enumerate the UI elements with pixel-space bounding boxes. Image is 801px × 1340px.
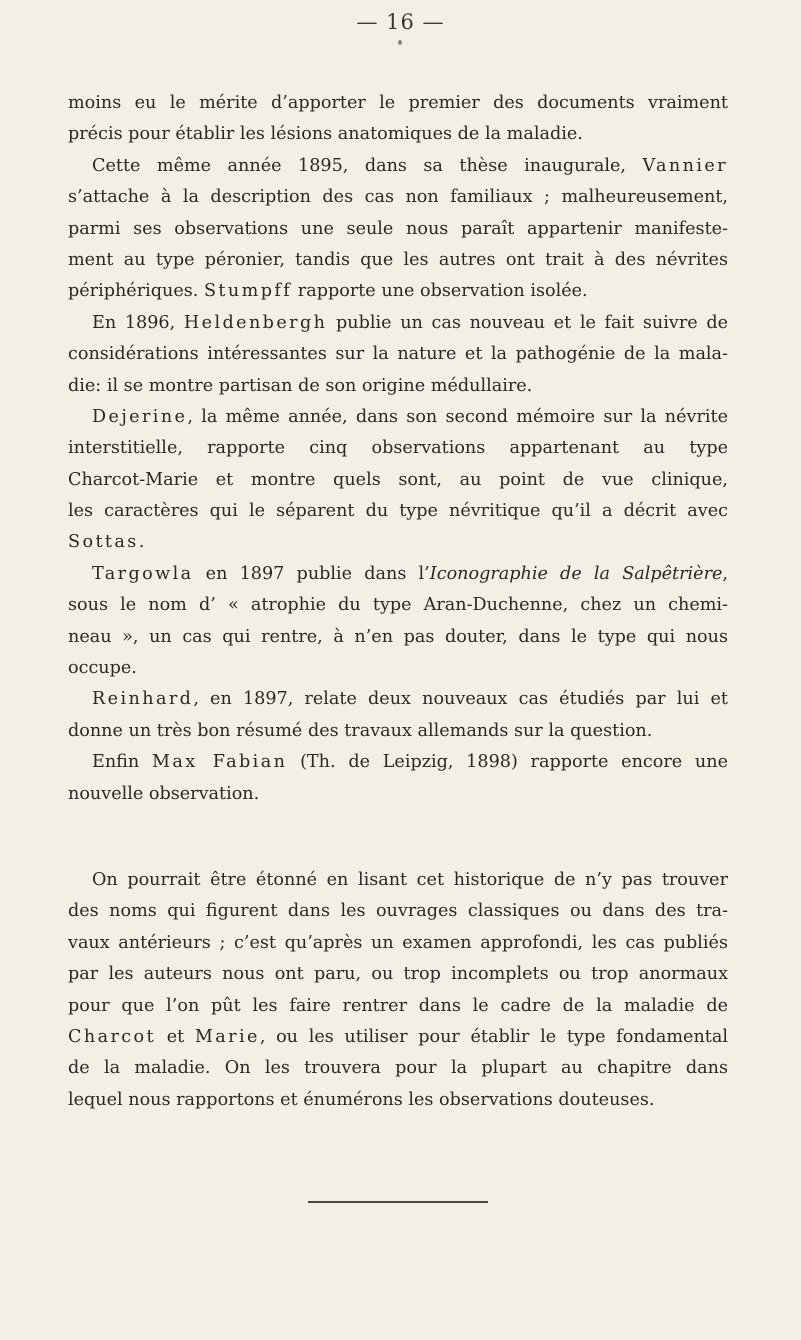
text-line bbox=[68, 684, 728, 715]
text-run: , bbox=[722, 563, 728, 584]
text-run: des noms qui figurent dans les ouvrages classiques ou dans des tra- bbox=[68, 901, 728, 922]
paragraph bbox=[68, 684, 728, 747]
body-text bbox=[68, 88, 728, 1116]
author-name: Targowla bbox=[92, 563, 194, 584]
text-run: occupe. bbox=[68, 658, 137, 679]
text-line bbox=[68, 308, 728, 339]
end-rule bbox=[308, 1201, 488, 1203]
work-title: Iconographie de la Salpêtrière bbox=[429, 563, 723, 584]
text-run: interstitielle, rapporte cinq observations appartenant au type bbox=[68, 438, 728, 459]
text-run: nouvelle observation. bbox=[68, 783, 260, 804]
text-run: die: il se montre partisan de son origine médullaire. bbox=[68, 375, 533, 396]
text-line bbox=[68, 1085, 728, 1116]
text-run: de la maladie. On les trouvera pour la plupart au chapitre dans bbox=[68, 1058, 728, 1079]
text-line bbox=[68, 214, 728, 245]
text-run: vaux antérieurs ; c’est qu’après un examen approfondi, les cas publiés bbox=[68, 932, 728, 953]
text-run: donne un très bon résumé des travaux allemands sur la question. bbox=[68, 720, 653, 741]
text-run: Charcot-Marie et montre quels sont, au point de vue clinique, bbox=[68, 469, 728, 490]
paragraph bbox=[68, 151, 728, 308]
text-line bbox=[68, 865, 728, 896]
text-line bbox=[68, 1022, 728, 1053]
text-run: (Th. de Leipzig, 1898) rapporte encore une bbox=[287, 752, 728, 773]
author-name: Stumpff bbox=[203, 281, 293, 302]
text-line bbox=[68, 959, 728, 990]
author-name: Vannier bbox=[642, 155, 728, 176]
text-run: périphériques. bbox=[68, 281, 204, 302]
author-name: Marie bbox=[194, 1026, 260, 1047]
text-line bbox=[68, 339, 728, 370]
author-name: Reinhard bbox=[92, 689, 194, 710]
text-line bbox=[68, 622, 728, 653]
text-line bbox=[68, 151, 728, 182]
author-name: Sottas bbox=[68, 532, 139, 553]
text-run: par les auteurs nous ont paru, ou trop incomplets ou trop anormaux bbox=[68, 964, 728, 985]
text-run: en 1897 publie dans l’ bbox=[193, 563, 430, 584]
text-run: , ou les utiliser pour établir le type fondamental bbox=[259, 1026, 728, 1047]
text-run: En 1896, bbox=[92, 312, 184, 333]
text-run: ment au type péronier, tandis que les autres ont trait à des névrites bbox=[68, 249, 728, 270]
text-line bbox=[68, 527, 728, 558]
text-line bbox=[68, 402, 728, 433]
author-name: Dejerine bbox=[92, 406, 188, 427]
text-run: parmi ses observations une seule nous paraît appartenir manifeste- bbox=[68, 218, 728, 239]
text-run: , la même année, dans son second mémoire sur la névrite bbox=[187, 406, 728, 427]
page-number: — 16 — bbox=[356, 10, 445, 34]
text-run: et bbox=[156, 1026, 195, 1047]
paragraph bbox=[68, 402, 728, 559]
text-line bbox=[68, 119, 728, 150]
text-run: rapporte une observation isolée. bbox=[292, 281, 588, 302]
paragraph bbox=[68, 559, 728, 685]
text-line bbox=[68, 991, 728, 1022]
paper-speck bbox=[398, 40, 402, 45]
text-run: considérations intéressantes sur la nature et la pathogénie de la mala- bbox=[68, 344, 728, 365]
text-line bbox=[68, 1053, 728, 1084]
text-run: . bbox=[138, 532, 145, 553]
text-line bbox=[68, 559, 728, 590]
text-run: sous le nom d’ « atrophie du type Aran-Duchenne, chez un chemi- bbox=[68, 595, 728, 616]
text-run: pour que l’on pût les faire rentrer dans le cadre de la maladie de bbox=[68, 995, 728, 1016]
text-line bbox=[68, 245, 728, 276]
text-run: publie un cas nouveau et le fait suivre de bbox=[327, 312, 728, 333]
paragraph bbox=[68, 88, 728, 151]
paragraph bbox=[68, 308, 728, 402]
text-run: Cette même année 1895, dans sa thèse inaugurale, bbox=[92, 155, 643, 176]
text-line bbox=[68, 88, 728, 119]
paragraph bbox=[68, 865, 728, 1116]
author-name: Max Fabian bbox=[151, 752, 288, 773]
text-run: précis pour établir les lésions anatomiques de la maladie. bbox=[68, 124, 583, 145]
text-line bbox=[68, 371, 728, 402]
text-line bbox=[68, 182, 728, 213]
author-name: Charcot bbox=[68, 1026, 157, 1047]
text-run: , en 1897, relate deux nouveaux cas étudiés par lui et bbox=[193, 689, 728, 710]
text-line bbox=[68, 590, 728, 621]
text-run: On pourrait être étonné en lisant cet historique de n’y pas trouver bbox=[92, 869, 728, 890]
text-run: Enfin bbox=[92, 752, 152, 773]
text-run: moins eu le mérite d’apporter le premier des documents vraiment bbox=[68, 93, 728, 113]
text-line bbox=[68, 716, 728, 747]
text-line bbox=[68, 465, 728, 496]
text-line bbox=[68, 747, 728, 778]
text-line bbox=[68, 779, 728, 810]
text-line bbox=[68, 496, 728, 527]
text-line bbox=[68, 928, 728, 959]
author-name: Heldenbergh bbox=[183, 312, 328, 333]
text-run: neau », un cas qui rentre, à n’en pas douter, dans le type qui nous bbox=[68, 626, 728, 647]
text-line bbox=[68, 433, 728, 464]
text-run: s’attache à la description des cas non familiaux ; malheureusement, bbox=[68, 187, 728, 208]
text-run: les caractères qui le séparent du type névritique qu’il a décrit avec bbox=[68, 501, 728, 522]
section-gap bbox=[68, 810, 728, 865]
text-line bbox=[68, 276, 728, 307]
text-run: lequel nous rapportons et énumérons les observations douteuses. bbox=[68, 1089, 655, 1110]
text-line bbox=[68, 653, 728, 684]
paragraph bbox=[68, 747, 728, 810]
text-line bbox=[68, 896, 728, 927]
